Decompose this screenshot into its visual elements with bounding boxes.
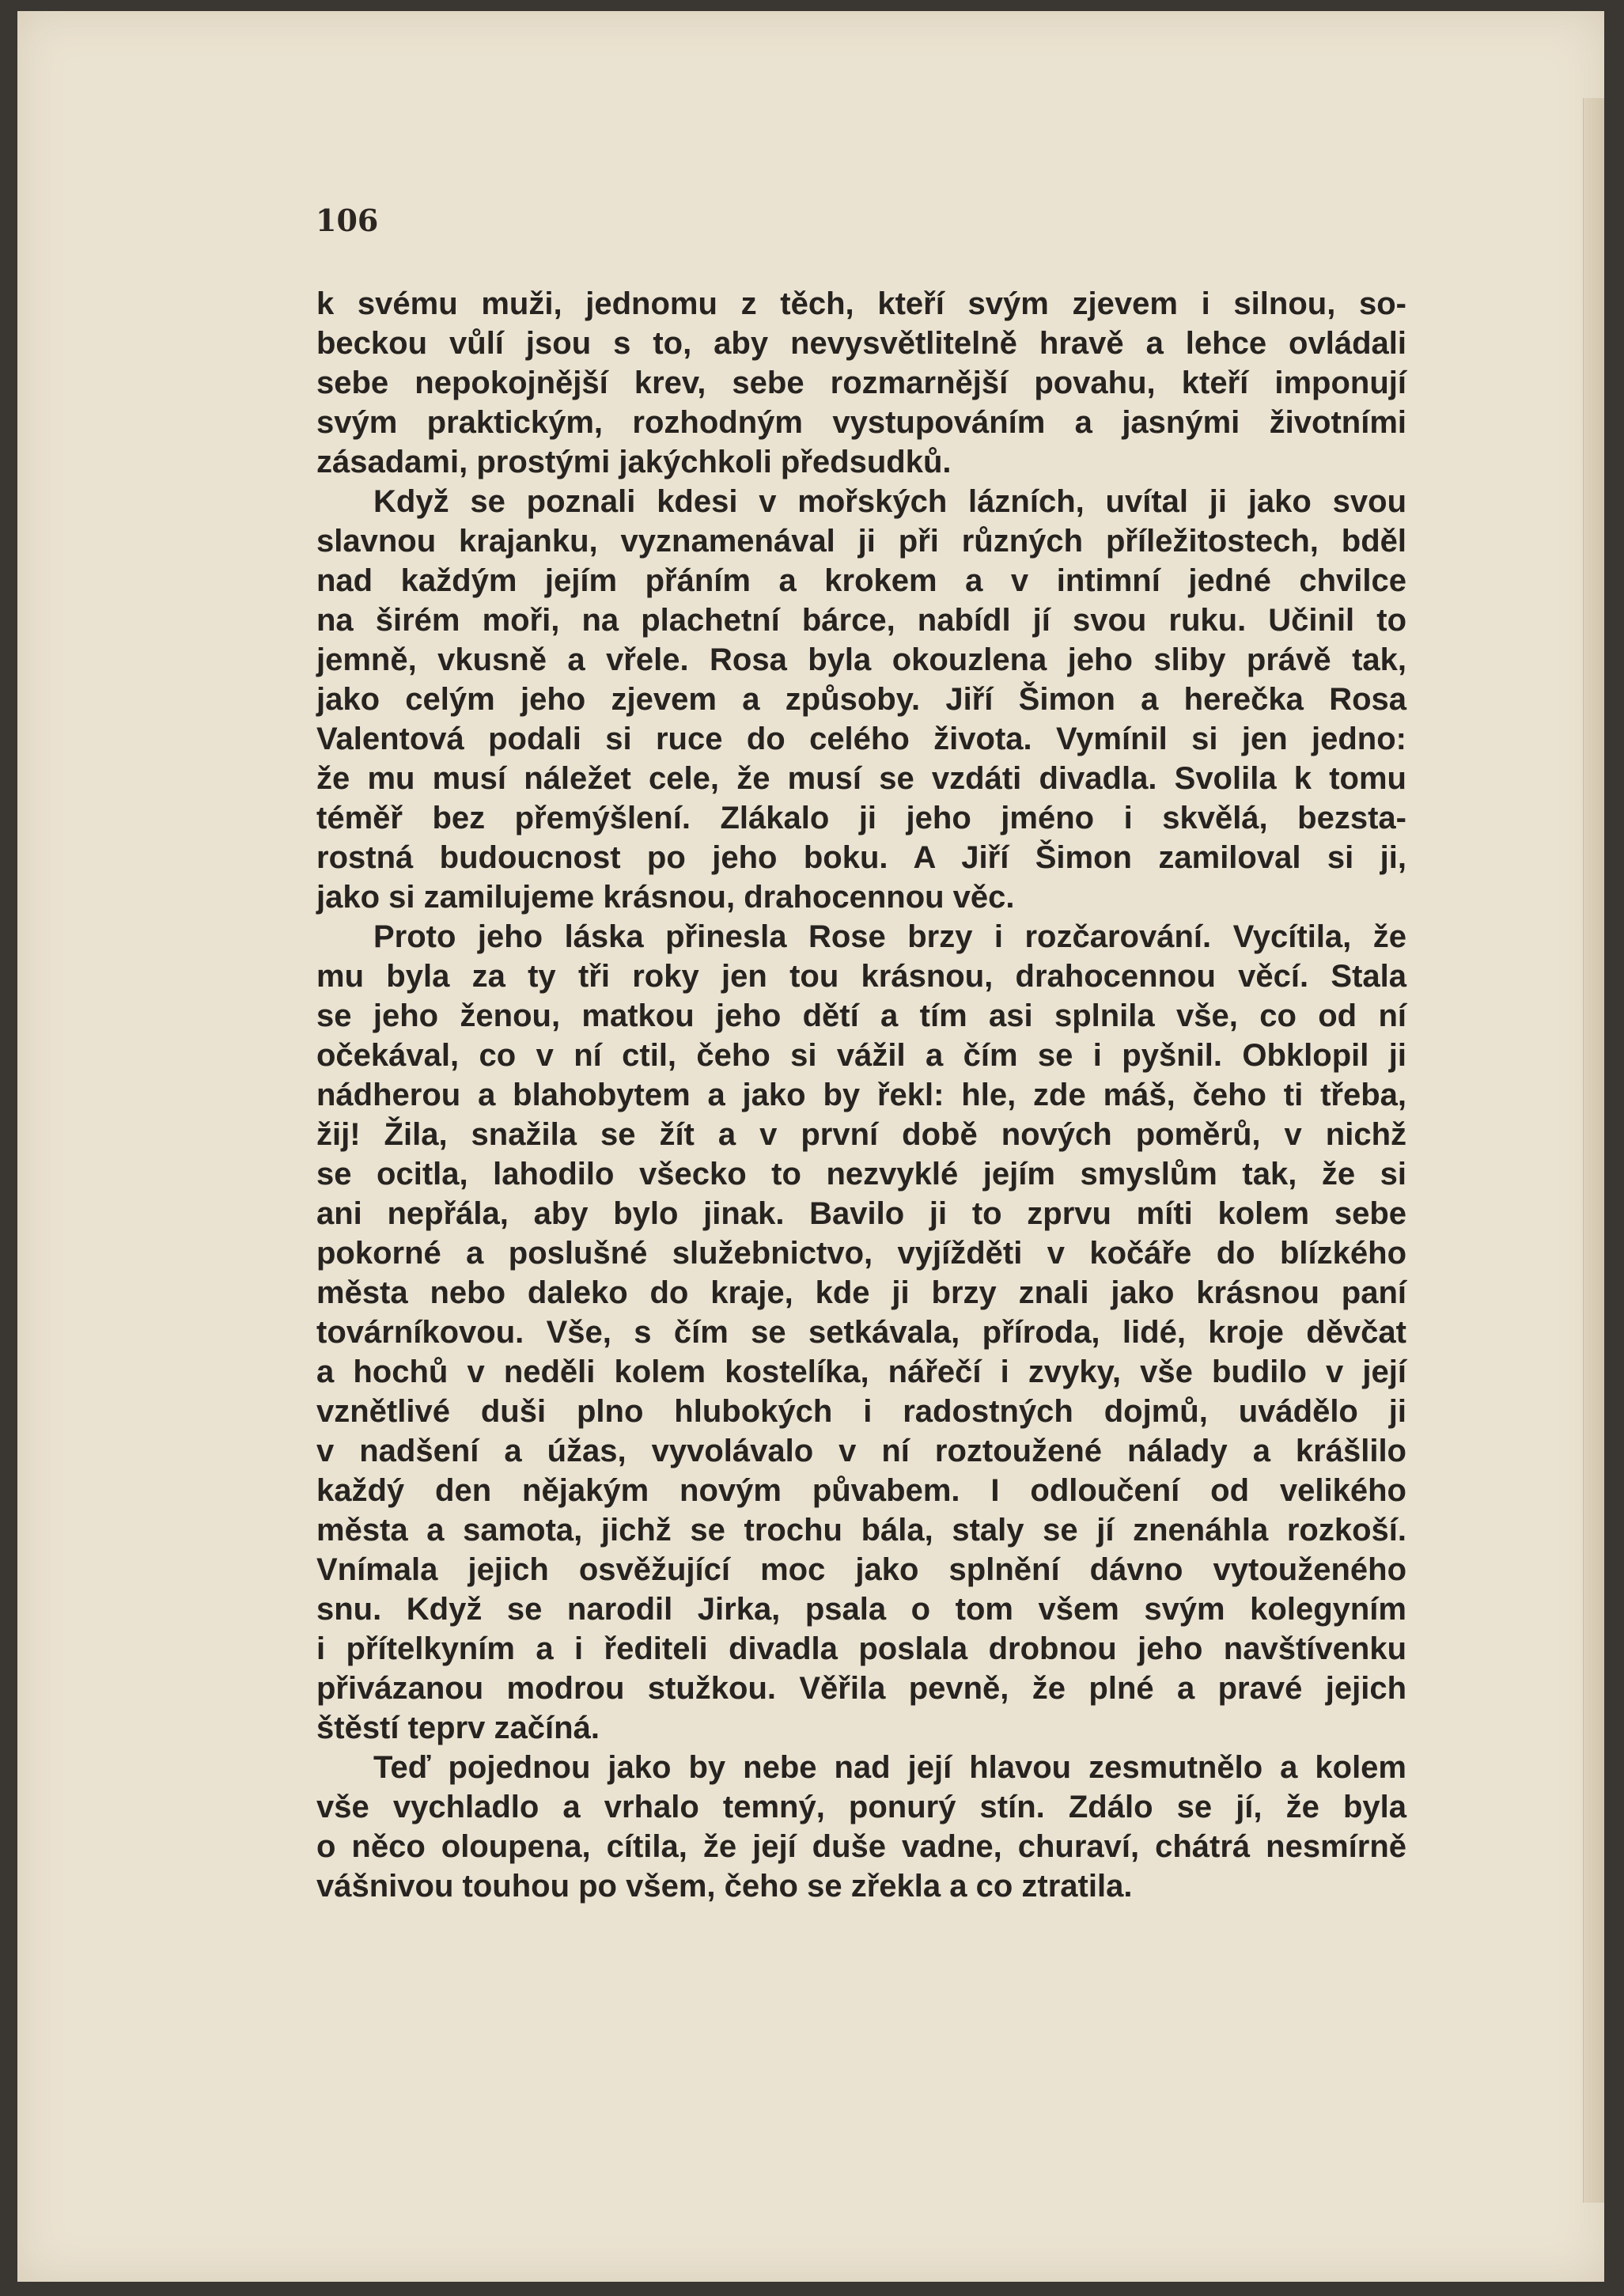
text-line: Teď pojednou jako by nebe nad její hlavou zesmutnělo a kolem [373,1750,1406,1785]
page-edge-shadow [1583,98,1604,2203]
body-text [316,284,1406,1906]
text-line: nad každým jejím přáním a krokem a v intimní jedné chvilce [316,563,1406,598]
text-line: se ocitla, lahodilo všecko to nezvyklé jejím smyslům tak, že si [316,1157,1406,1192]
paragraph [316,482,1406,917]
text-line: Valentová podali si ruce do celého života. Vymínil si jen jedno: [316,722,1406,756]
text-line: vše vychladlo a vrhalo temný, ponurý stín. Zdálo se jí, že byla [316,1790,1406,1824]
text-line: mu byla za ty tři roky jen tou krásnou, drahocennou věcí. Stala [316,959,1406,994]
text-line: vznětlivé duši plno hlubokých i radostných dojmů, uvádělo ji [316,1394,1406,1429]
text-line: každý den nějakým novým půvabem. I odloučení od velikého [316,1473,1406,1508]
text-line: Když se poznali kdesi v mořských lázních, uvítal ji jako svou [373,484,1406,519]
text-line: ani nepřála, aby bylo jinak. Bavilo ji to zprvu míti kolem sebe [316,1196,1406,1231]
text-line: vášnivou touhou po všem, čeho se zřekla a co ztratila. [316,1869,1133,1904]
text-line: žij! Žila, snažila se žít a v první době nových poměrů, v nichž [316,1117,1406,1152]
text-line: se jeho ženou, matkou jeho dětí a tím asi splnila vše, co od ní [316,998,1406,1033]
paragraph [316,1748,1406,1906]
text-line: i přítelkyním a i řediteli divadla poslala drobnou jeho navštívenku [316,1631,1406,1666]
text-line: Vnímala jejich osvěžující moc jako splnění dávno vytouženého [316,1552,1406,1587]
text-line: nádherou a blahobytem a jako by řekl: hle, zde máš, čeho ti třeba, [316,1078,1406,1112]
text-line: svým praktickým, rozhodným vystupováním a jasnými životními [316,405,1406,440]
text-line: snu. Když se narodil Jirka, psala o tom všem svým kolegyním [316,1592,1406,1627]
text-line: že mu musí náležet cele, že musí se vzdáti divadla. Svolila k tomu [316,761,1406,796]
text-line: přivázanou modrou stužkou. Věřila pevně, že plné a pravé jejich [316,1671,1406,1706]
paper-sheet [17,11,1604,2282]
text-line: v nadšení a úžas, vyvolávalo v ní roztoužené nálady a krášlilo [316,1434,1406,1468]
text-line: Proto jeho láska přinesla Rose brzy i rozčarování. Vycítila, že [373,919,1406,954]
text-line: k svému muži, jednomu z těch, kteří svým zjevem i silnou, so- [316,286,1406,321]
text-line: očekával, co v ní ctil, čeho si vážil a čím se i pyšnil. Obklopil ji [316,1038,1406,1073]
text-line: téměř bez přemýšlení. Zlákalo ji jeho jméno i skvělá, bezsta- [316,801,1406,835]
text-line: o něco oloupena, cítila, že její duše vadne, churaví, chátrá nesmírně [316,1829,1406,1864]
text-line: pokorné a poslušné služebnictvo, vyjížděti v kočáře do blízkého [316,1236,1406,1271]
text-line: zásadami, prostými jakýchkoli předsudků. [316,445,952,479]
text-line: rostná budoucnost po jeho boku. A Jiří Šimon zamiloval si ji, [316,840,1406,875]
text-line: a hochů v neděli kolem kostelíka, nářečí i zvyky, vše budilo v její [316,1354,1406,1389]
text-line: jemně, vkusně a vřele. Rosa byla okouzlena jeho sliby právě tak, [316,642,1406,677]
text-line: beckou vůlí jsou s to, aby nevysvětlitelně hravě a lehce ovládali [316,326,1406,361]
text-line: jako celým jeho zjevem a způsoby. Jiří Šimon a herečka Rosa [316,682,1406,717]
paragraph [316,917,1406,1748]
text-line: slavnou krajanku, vyznamenával ji při různých příležitostech, bděl [316,524,1406,559]
page-number: 106 [316,203,379,238]
text-line: továrníkovou. Vše, s čím se setkávala, příroda, lidé, kroje děvčat [316,1315,1406,1350]
paragraph [316,284,1406,482]
text-line: jako si zamilujeme krásnou, drahocennou věc. [316,880,1015,915]
text-line: na širém moři, na plachetní bárce, nabídl jí svou ruku. Učinil to [316,603,1406,638]
text-line: sebe nepokojnější krev, sebe rozmarnější povahu, kteří imponují [316,366,1406,400]
text-line: štěstí teprv začíná. [316,1711,600,1745]
text-line: města a samota, jichž se trochu bála, staly se jí znenáhla rozkoší. [316,1513,1406,1548]
text-line: města nebo daleko do kraje, kde ji brzy znali jako krásnou paní [316,1275,1406,1310]
